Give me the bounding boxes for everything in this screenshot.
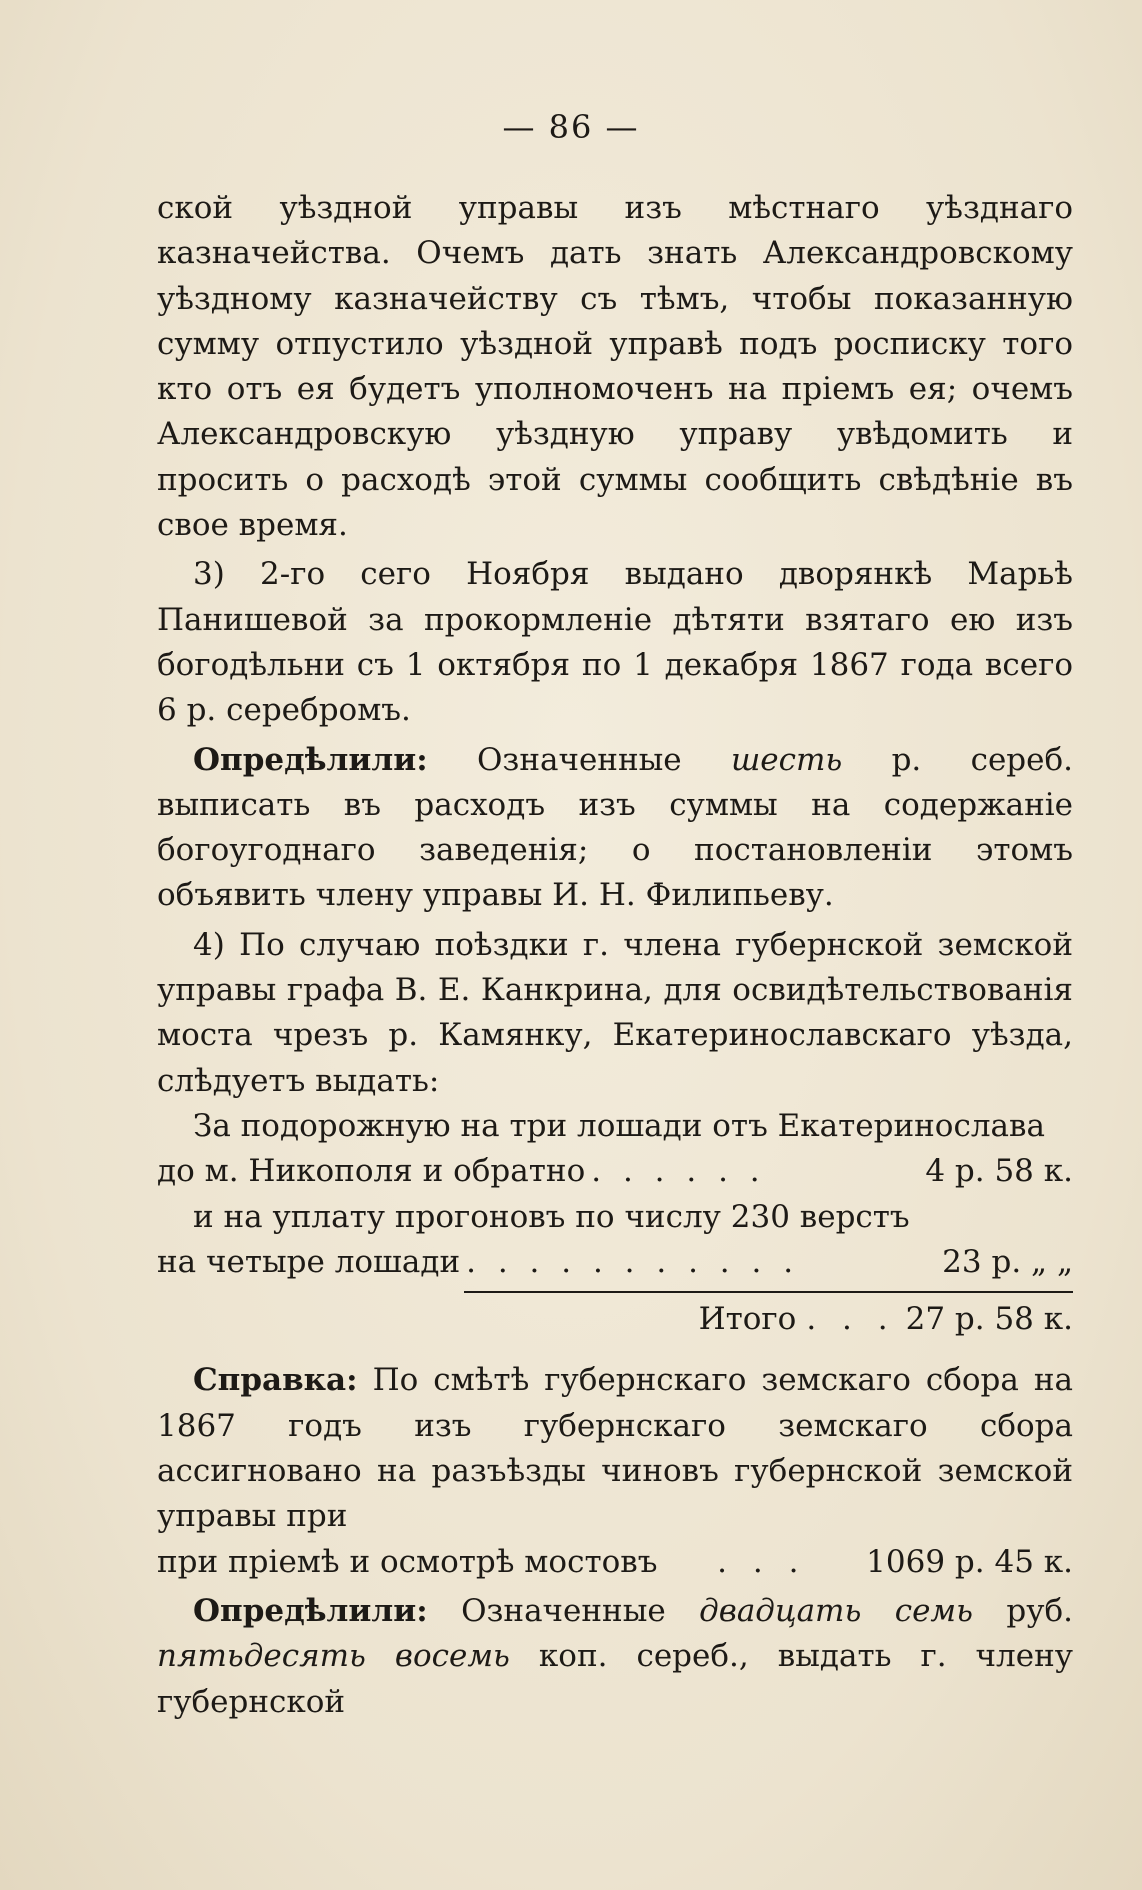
reference-last-line	[157, 1540, 1073, 1585]
resolution-label: Опредѣлили:	[193, 741, 428, 778]
expense-item-2-line1: и на уплату прогоновъ по числу 230 верстъ	[193, 1198, 910, 1235]
paragraph-resolution-4	[157, 1589, 1073, 1725]
paragraph-continuation: ской уѣздной управы изъ мѣстнаго уѣзднаго казначейства. Очемъ дать знать Александровскому уѣздному казначейству съ тѣмъ, чтобы показанную сумму отпустило уѣздной управѣ подъ росписку того кто отъ ея будетъ уполномоченъ на пріемъ ея; очемъ Александровскую уѣздную управу увѣдомить и просить о расходѣ этой суммы сообщить свѣдѣніе въ свое время.	[157, 190, 1073, 544]
dot-leader: . . .	[717, 1543, 807, 1580]
total-rule	[464, 1291, 1073, 1293]
expense-item-2-amount: 23 р. „ „	[942, 1243, 1073, 1280]
page-number: — 86 —	[502, 108, 640, 146]
expense-item-1-line2	[157, 1149, 1073, 1194]
resolution-text-rest: р. сереб. выписать въ расходъ изъ суммы на содержаніе богоугоднаго заведенія; о постановленіи этомъ объявить члену управы И. Н. Филипьеву.	[157, 741, 1073, 914]
resolution-text: Означенные	[427, 741, 731, 778]
paragraph-resolution-3	[157, 738, 1073, 919]
reference-amount: 1069 р. 45 к.	[866, 1543, 1073, 1580]
paragraph-reference	[157, 1358, 1073, 1539]
reference-label: Справка:	[193, 1362, 358, 1399]
total-row	[157, 1297, 1073, 1342]
paragraph-item-4: 4) По случаю поѣздки г. члена губернской земской управы графа В. Е. Канкрина, для освидѣтельствованія моста чрезъ р. Камянку, Екатеринославскаго уѣзда, слѣдуетъ выдать:	[157, 926, 1073, 1099]
dot-leader: . . .	[806, 1301, 896, 1338]
resolution-text-rest: коп. сереб., выдать г. члену губернской	[157, 1638, 1073, 1720]
expense-item-1-amount: 4 р. 58 к.	[925, 1153, 1073, 1190]
total-label: Итого	[698, 1301, 797, 1338]
resolution-text-mid: руб.	[973, 1592, 1073, 1629]
resolution-label: Опредѣлили:	[193, 1592, 428, 1629]
resolution-italic-amount: шесть	[730, 741, 843, 778]
paragraph-item-3: 3) 2-го сего Ноября выдано дворянкѣ Марьѣ Панишевой за прокормленіе дѣтяти взятаго ею изъ богодѣльни съ 1 октября по 1 декабря 1867 года всего 6 р. серебромъ.	[157, 556, 1073, 729]
reference-last-desc: при пріемѣ и осмотрѣ мостовъ	[157, 1543, 658, 1580]
resolution-text: Означенные	[427, 1592, 700, 1629]
resolution-italic-rubles: двадцать семь	[699, 1592, 973, 1629]
expense-item-2-desc: на четыре лошади	[157, 1243, 461, 1280]
resolution-italic-kopecks: пятьдесять восемь	[157, 1638, 510, 1675]
page-body	[157, 186, 1073, 1725]
expense-item-1-desc: до м. Никополя и обратно	[157, 1153, 586, 1190]
dot-leader: . . . . . . . . . . .	[466, 1243, 800, 1280]
reference-text: По смѣтѣ губернскаго земскаго сбора на 1867 годъ изъ губернскаго земскаго сбора ассигновано на разъѣзды чиновъ губернской земской управы при	[157, 1362, 1073, 1535]
dot-leader: . . . . . .	[591, 1153, 766, 1190]
expense-item-1-line1: За подорожную на три лошади отъ Екатеринослава	[193, 1107, 1045, 1144]
expense-item-2-line2	[157, 1240, 1073, 1285]
total-amount: 27 р. 58 к.	[905, 1301, 1073, 1338]
